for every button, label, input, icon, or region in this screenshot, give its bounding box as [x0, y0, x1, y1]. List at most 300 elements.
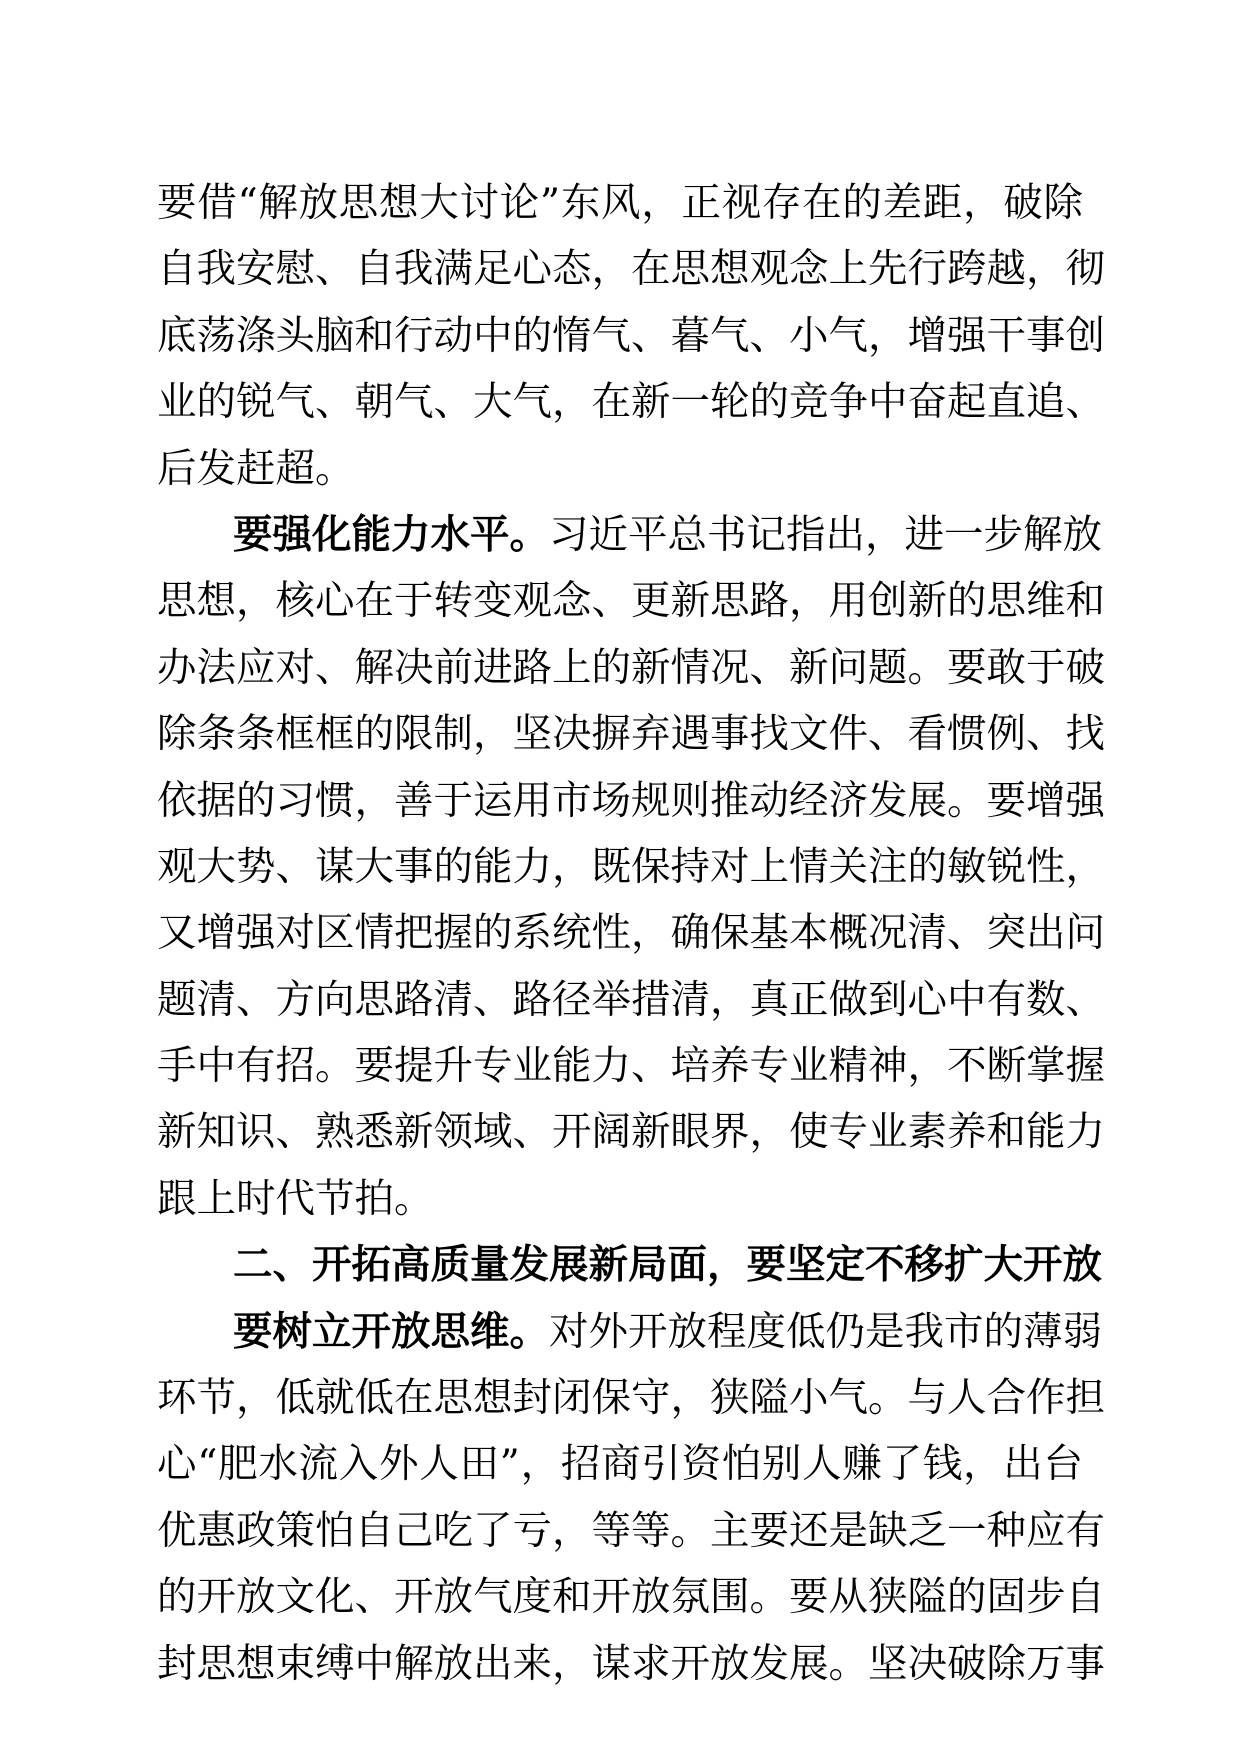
glyph: 识: [236, 1109, 276, 1156]
glyph: ，: [552, 1507, 592, 1554]
glyph: 人: [419, 1441, 459, 1488]
glyph: ，: [552, 1640, 592, 1687]
glyph: 题: [157, 976, 197, 1023]
glyph: 要: [233, 511, 273, 558]
glyph: 我: [904, 1308, 944, 1355]
glyph: 种: [986, 1507, 1026, 1554]
glyph: 的: [354, 711, 394, 758]
glyph: “: [237, 180, 258, 226]
glyph: 新: [789, 644, 829, 691]
glyph: 行: [907, 246, 947, 293]
glyph: 况: [868, 910, 908, 957]
glyph: 破: [1065, 644, 1105, 691]
glyph: 限: [394, 711, 434, 758]
glyph: 轮: [710, 379, 750, 426]
glyph: 手: [157, 1043, 197, 1090]
glyph: 保: [710, 910, 750, 957]
text-line: [157, 369, 1105, 435]
glyph: 摒: [591, 711, 631, 758]
glyph: 记: [746, 511, 786, 558]
glyph: 。: [509, 511, 549, 558]
glyph: 放: [631, 1574, 671, 1621]
glyph: ，: [520, 1441, 561, 1488]
glyph: 概: [828, 910, 868, 957]
glyph: 了: [882, 1441, 923, 1488]
glyph: 总: [667, 511, 707, 558]
glyph: 二: [233, 1242, 273, 1289]
glyph: 、: [631, 1043, 671, 1090]
glyph: 发: [509, 1242, 549, 1289]
glyph: 况: [710, 644, 750, 691]
glyph: ，: [552, 843, 592, 890]
glyph: 思: [196, 1640, 236, 1687]
glyph: 谋: [591, 1640, 631, 1687]
glyph: 上: [196, 1175, 236, 1222]
glyph: 。: [315, 445, 355, 492]
glyph: ，: [1065, 843, 1105, 890]
glyph: 依: [157, 777, 197, 824]
glyph: 大: [196, 843, 236, 890]
text-line: [157, 701, 1105, 767]
glyph: 中: [868, 379, 908, 426]
glyph: 中: [947, 976, 987, 1023]
glyph: 涤: [236, 312, 276, 359]
glyph: 市: [552, 777, 592, 824]
glyph: 区: [315, 910, 355, 957]
glyph: 念: [552, 578, 592, 625]
glyph: 例: [986, 711, 1026, 758]
glyph: 要: [354, 1043, 394, 1090]
glyph: 。: [394, 1175, 434, 1222]
glyph: 正: [681, 180, 721, 226]
glyph: 出: [1026, 910, 1066, 957]
glyph: 大: [473, 379, 513, 426]
glyph: 、: [591, 578, 631, 625]
glyph: 新: [631, 1109, 671, 1156]
glyph: ，: [1026, 246, 1066, 293]
glyph: 把: [394, 910, 434, 957]
glyph: 径: [552, 976, 592, 1023]
text-line: [157, 1631, 1105, 1697]
glyph: 框: [315, 711, 355, 758]
glyph: 思: [986, 578, 1026, 625]
glyph: 事: [1026, 312, 1066, 359]
glyph: 经: [789, 777, 829, 824]
glyph: 能: [473, 843, 513, 890]
glyph: 运: [473, 777, 513, 824]
glyph: ，: [963, 180, 1003, 226]
glyph: 论: [499, 180, 540, 226]
glyph: 主: [710, 1507, 750, 1554]
glyph: 敢: [986, 644, 1026, 691]
glyph: 借: [197, 180, 237, 226]
glyph: 悉: [354, 1109, 394, 1156]
glyph: 握: [433, 910, 473, 957]
glyph: ，: [552, 379, 592, 426]
glyph: 出: [825, 511, 865, 558]
glyph: 存: [761, 180, 802, 226]
glyph: 数: [1026, 976, 1066, 1023]
glyph: 要: [947, 644, 987, 691]
glyph: 要: [157, 180, 197, 226]
glyph: 增: [196, 910, 236, 957]
glyph: 求: [631, 1640, 671, 1687]
glyph: 别: [761, 1441, 802, 1488]
glyph: 了: [473, 1507, 513, 1554]
glyph: 行: [394, 312, 434, 359]
glyph: 势: [236, 843, 276, 890]
glyph: 大: [354, 843, 394, 890]
glyph: 能: [351, 511, 391, 558]
glyph: 培: [670, 1043, 710, 1090]
glyph: 不: [947, 1043, 987, 1090]
text-line: [157, 1498, 1105, 1564]
glyph: 能: [1026, 1109, 1066, 1156]
glyph: 、: [631, 312, 671, 359]
glyph: 除: [1043, 180, 1083, 226]
glyph: 惯: [947, 711, 987, 758]
glyph: 还: [789, 1507, 829, 1554]
glyph: ，: [707, 1242, 747, 1289]
glyph: 放: [433, 1640, 473, 1687]
glyph: 要: [749, 1507, 789, 1554]
glyph: 立: [312, 1308, 352, 1355]
glyph: 、: [275, 1109, 315, 1156]
glyph: 则: [670, 777, 710, 824]
glyph: 人: [947, 1375, 987, 1422]
glyph: 、: [315, 379, 355, 426]
glyph: 场: [591, 777, 631, 824]
glyph: 闭: [552, 1375, 592, 1422]
glyph: 界: [710, 1109, 750, 1156]
glyph: 中: [196, 1043, 236, 1090]
glyph: 路: [749, 578, 789, 625]
glyph: 进: [473, 644, 513, 691]
glyph: 念: [789, 246, 829, 293]
glyph: 创: [868, 578, 908, 625]
text-line: [157, 170, 1083, 236]
glyph: 精: [828, 1043, 868, 1090]
glyph: 基: [749, 910, 789, 957]
glyph: ，: [354, 777, 394, 824]
glyph: ，: [473, 711, 513, 758]
text-line: [157, 1099, 1105, 1165]
text-line: [157, 768, 1105, 834]
glyph: 开: [196, 1574, 236, 1621]
glyph: 放: [298, 180, 339, 226]
glyph: 开: [670, 1640, 710, 1687]
glyph: 不: [865, 1242, 905, 1289]
glyph: 化: [315, 1574, 355, 1621]
glyph: 慰: [275, 246, 315, 293]
glyph: 于: [1026, 644, 1066, 691]
glyph: 想: [236, 1640, 276, 1687]
glyph: 关: [828, 843, 868, 890]
glyph: ，: [631, 910, 671, 957]
glyph: 性: [1026, 843, 1066, 890]
glyph: 气: [512, 379, 552, 426]
glyph: 规: [631, 777, 671, 824]
glyph: 安: [236, 246, 276, 293]
glyph: 的: [749, 379, 789, 426]
glyph: 想: [710, 246, 750, 293]
text-line: [157, 436, 1083, 502]
glyph: 解: [354, 644, 394, 691]
glyph: 题: [868, 644, 908, 691]
glyph: 开: [552, 1109, 592, 1156]
glyph: 时: [236, 1175, 276, 1222]
glyph: 是: [828, 1507, 868, 1554]
glyph: 领: [433, 1109, 473, 1156]
glyph: 入: [338, 1441, 379, 1488]
glyph: 知: [196, 1109, 236, 1156]
glyph: 气: [710, 312, 750, 359]
glyph: 决: [394, 644, 434, 691]
glyph: 据: [196, 777, 236, 824]
glyph: 人: [802, 1441, 842, 1488]
glyph: 破: [947, 1640, 987, 1687]
glyph: 强: [1065, 777, 1105, 824]
glyph: 的: [196, 379, 236, 426]
glyph: 锐: [986, 843, 1026, 890]
glyph: 。: [509, 1308, 549, 1355]
glyph: 保: [591, 1375, 631, 1422]
paragraph-first-line: [157, 502, 1102, 568]
glyph: 距: [922, 180, 963, 226]
glyph: 能: [552, 1043, 592, 1090]
glyph: 量: [470, 1242, 510, 1289]
glyph: 新: [907, 578, 947, 625]
glyph: 氛: [670, 1574, 710, 1621]
glyph: 、: [749, 644, 789, 691]
glyph: 自: [157, 246, 197, 293]
glyph: 气: [394, 379, 434, 426]
glyph: 对: [275, 910, 315, 957]
glyph: 制: [433, 711, 473, 758]
glyph: 一: [944, 511, 984, 558]
text-line: [157, 900, 1105, 966]
glyph: 破: [1003, 180, 1043, 226]
glyph: 、: [947, 910, 987, 957]
glyph: 清: [907, 910, 947, 957]
glyph: 起: [947, 379, 987, 426]
glyph: 的: [947, 578, 987, 625]
glyph: 坚: [868, 1640, 908, 1687]
glyph: 质: [430, 1242, 470, 1289]
glyph: 的: [907, 843, 947, 890]
glyph: 变: [473, 578, 513, 625]
glyph: 新: [631, 644, 671, 691]
glyph: 一: [670, 379, 710, 426]
glyph: 对: [275, 644, 315, 691]
glyph: 和: [552, 1574, 592, 1621]
glyph: 的: [842, 180, 882, 226]
glyph: 来: [512, 1640, 552, 1687]
text-line: [157, 1365, 1105, 1431]
glyph: 解: [1023, 511, 1063, 558]
glyph: 增: [1026, 777, 1066, 824]
glyph: 资: [681, 1441, 721, 1488]
glyph: 封: [512, 1375, 552, 1422]
glyph: 思: [354, 976, 394, 1023]
glyph: 想: [473, 1375, 513, 1422]
glyph: 一: [947, 1507, 987, 1554]
glyph: 放: [1062, 1242, 1102, 1289]
glyph: 。: [749, 1574, 789, 1621]
glyph: ，: [236, 578, 276, 625]
glyph: 、: [749, 312, 789, 359]
glyph: 追: [1026, 379, 1066, 426]
glyph: 指: [786, 511, 826, 558]
glyph: 思: [430, 1308, 470, 1355]
glyph: 解: [394, 1640, 434, 1687]
glyph: 谋: [315, 843, 355, 890]
glyph: 除: [157, 711, 197, 758]
glyph: 掌: [1026, 1043, 1066, 1090]
glyph: 使: [789, 1109, 829, 1156]
glyph: 善: [394, 777, 434, 824]
glyph: 代: [275, 1175, 315, 1222]
glyph: 。: [947, 777, 987, 824]
glyph: ，: [670, 1375, 710, 1422]
glyph: 。: [868, 1375, 908, 1422]
glyph: 怕: [315, 1507, 355, 1554]
glyph: 力: [591, 1043, 631, 1090]
glyph: 度: [512, 1574, 552, 1621]
glyph: 作: [1026, 1375, 1066, 1422]
glyph: 新: [631, 379, 671, 426]
glyph: 、: [1065, 379, 1105, 426]
glyph: 步: [983, 511, 1023, 558]
glyph: 己: [394, 1507, 434, 1554]
glyph: 心: [907, 976, 947, 1023]
glyph: 和: [354, 312, 394, 359]
glyph: 坚: [786, 1242, 826, 1289]
glyph: 肥: [218, 1441, 258, 1488]
glyph: 力: [391, 511, 431, 558]
glyph: 思: [670, 246, 710, 293]
glyph: 创: [1065, 312, 1105, 359]
glyph: 件: [828, 711, 868, 758]
glyph: 素: [907, 1109, 947, 1156]
glyph: 要: [986, 777, 1026, 824]
glyph: 对: [549, 1308, 589, 1355]
glyph: 局: [628, 1242, 668, 1289]
glyph: 争: [828, 379, 868, 426]
glyph: 先: [868, 246, 908, 293]
glyph: 强: [272, 511, 312, 558]
glyph: 决: [552, 711, 592, 758]
glyph: 引: [641, 1441, 681, 1488]
glyph: 围: [710, 1574, 750, 1621]
glyph: 思: [157, 578, 197, 625]
glyph: 奋: [907, 379, 947, 426]
glyph: 程: [707, 1308, 747, 1355]
glyph: 缚: [315, 1640, 355, 1687]
glyph: 我: [196, 246, 236, 293]
glyph: 解: [258, 180, 298, 226]
glyph: 对: [710, 843, 750, 890]
glyph: 外: [379, 1441, 419, 1488]
glyph: 、: [236, 976, 276, 1023]
glyph: 举: [591, 976, 631, 1023]
glyph: 强: [947, 312, 987, 359]
glyph: 法: [196, 644, 236, 691]
glyph: 事: [394, 843, 434, 890]
glyph: 发: [749, 1640, 789, 1687]
glyph: 大: [419, 180, 459, 226]
glyph: 。: [670, 1507, 710, 1554]
glyph: 上: [552, 644, 592, 691]
glyph: 看: [907, 711, 947, 758]
glyph: 敏: [947, 843, 987, 890]
glyph: 商: [601, 1441, 641, 1488]
glyph: 问: [1065, 910, 1105, 957]
glyph: 握: [1065, 1043, 1105, 1090]
glyph: 自: [354, 246, 394, 293]
glyph: 竞: [789, 379, 829, 426]
glyph: 台: [1043, 1441, 1083, 1488]
glyph: 干: [986, 312, 1026, 359]
text-line: [157, 236, 1105, 302]
glyph: 维: [470, 1308, 510, 1355]
glyph: 、: [315, 246, 355, 293]
glyph: 专: [828, 1109, 868, 1156]
glyph: ，: [907, 1043, 947, 1090]
glyph: 力: [512, 843, 552, 890]
glyph: 专: [473, 1043, 513, 1090]
glyph: 注: [868, 843, 908, 890]
glyph: 动: [749, 777, 789, 824]
glyph: 措: [631, 976, 671, 1023]
glyph: 阔: [591, 1109, 631, 1156]
glyph: 隘: [749, 1375, 789, 1422]
glyph: 做: [828, 976, 868, 1023]
glyph: 担: [1065, 1375, 1105, 1422]
glyph: 、: [473, 976, 513, 1023]
glyph: 坚: [512, 711, 552, 758]
glyph: 统: [552, 910, 592, 957]
glyph: 怕: [721, 1441, 762, 1488]
glyph: 的: [983, 1308, 1023, 1355]
text-line: [157, 303, 1105, 369]
glyph: 情: [670, 644, 710, 691]
glyph: 熟: [315, 1109, 355, 1156]
glyph: 节: [196, 1375, 236, 1422]
glyph: 专: [749, 1043, 789, 1090]
glyph: 域: [473, 1109, 513, 1156]
glyph: 定: [825, 1242, 865, 1289]
glyph: 在: [802, 180, 842, 226]
glyph: 拓: [351, 1242, 391, 1289]
glyph: ，: [963, 1441, 1003, 1488]
glyph: 我: [394, 246, 434, 293]
glyph: 神: [868, 1043, 908, 1090]
glyph: 缺: [868, 1507, 908, 1554]
glyph: 招: [275, 1043, 315, 1090]
glyph: 于: [433, 777, 473, 824]
glyph: 开: [351, 1308, 391, 1355]
glyph: 持: [670, 843, 710, 890]
glyph: 放: [667, 1308, 707, 1355]
glyph: 展: [907, 777, 947, 824]
glyph: ”: [539, 180, 561, 226]
glyph: 的: [591, 644, 631, 691]
glyph: 找: [1065, 711, 1105, 758]
glyph: 环: [157, 1375, 197, 1422]
glyph: 思: [338, 180, 379, 226]
glyph: 观: [157, 843, 197, 890]
